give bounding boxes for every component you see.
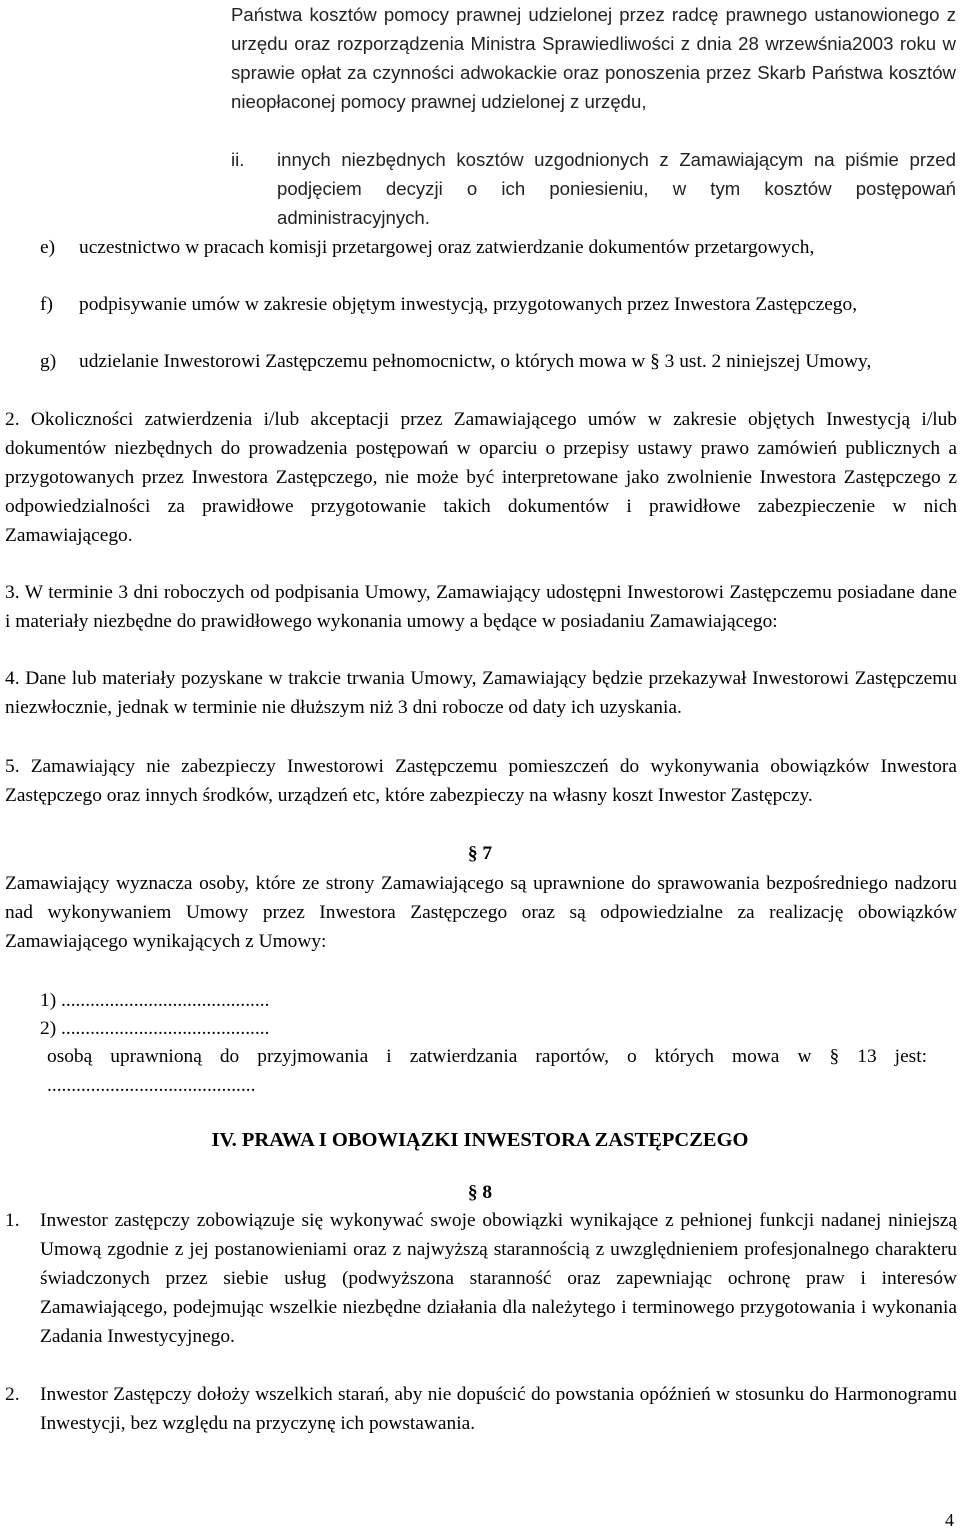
paragraph-4: 4. Dane lub materiały pozyskane w trakcie trwania Umowy, Zamawiający będzie przekazywał Inwestorowi Zastępczemu niezwłocznie, jednak w terminie nie dłuższym niż 3 dni robocze od daty ich uzyskania. xyxy=(5,668,957,718)
list-label: g) xyxy=(40,351,57,372)
list-label: e) xyxy=(40,237,56,258)
list-item-e xyxy=(40,233,957,262)
list-text: Inwestor zastępczy zobowiązuje się wykonywać swoje obowiązki wynikające z pełnionej funkcji nadanej niniejszą Umową zgodnie z jej postanowieniami oraz z najwyższą starannością z uwzględnieniem profesjonalnego charakteru świadczonych przez siebie usług (podwyższona staranność oraz zapewniając ochronę praw i interesów Zamawiającego, podejmując wszelkie niezbędne działania dla należytego i terminowego przygotowania i wykonania Zadania Inwestycyjnego. xyxy=(40,1210,957,1347)
section-8-item-1 xyxy=(5,1206,957,1351)
list-label: 1. xyxy=(5,1210,20,1231)
page-number: 4 xyxy=(945,1510,954,1530)
list-item-ii xyxy=(231,145,956,232)
list-text: podpisywanie umów w zakresie objętym inwestycją, przygotowanych przez Inwestora Zastępczego, xyxy=(79,294,858,315)
list-text-content: innych niezbędnych kosztów uzgodnionych z Zamawiającym na piśmie przed podjęciem decyzji o ich poniesieniu, w tym kosztów postępowań administracyjnych. xyxy=(277,149,956,228)
section-7-list-item-1: 1) ........................................... xyxy=(40,990,270,1011)
section-7-heading: § 7 xyxy=(467,843,493,864)
chapter-heading: IV. PRAWA I OBOWIĄZKI INWESTORA ZASTĘPCZEGO xyxy=(211,1129,749,1151)
paragraph-5: 5. Zamawiający nie zabezpieczy Inwestorowi Zastępczemu pomieszczeń do wykonywania obowiązków Inwestora Zastępczego oraz innych środków, urządzeń etc, które zabezpieczy na własny koszt Inwestor Zastępczy. xyxy=(5,756,957,806)
list-text: Inwestor Zastępczy dołoży wszelkich starań, aby nie dopuścić do powstania opóźnień w stosunku do Harmonogramu Inwestycji, bez względu na przyczynę ich powstawania. xyxy=(40,1384,957,1434)
list-item-g xyxy=(40,347,957,376)
paragraph-3: 3. W terminie 3 dni roboczych od podpisania Umowy, Zamawiający udostępni Inwestorowi Zastępczemu posiadane dane i materiały niezbędne do prawidłowego wykonania umowy a będące w posiadaniu Zamawiającego: xyxy=(5,582,957,632)
list-text: udzielanie Inwestorowi Zastępczemu pełnomocnictw, o których mowa w § 3 ust. 2 niniejszej Umowy, xyxy=(79,351,872,372)
section-7-authorized-person: osobą uprawnioną do przyjmowania i zatwierdzania raportów, o których mowa w § 13 jest: ........................................... xyxy=(47,1046,927,1096)
list-item-f xyxy=(40,290,957,319)
list-text: uczestnictwo w pracach komisji przetargowej oraz zatwierdzanie dokumentów przetargowych, xyxy=(79,237,815,258)
paragraph-2: 2. Okoliczności zatwierdzenia i/lub akceptacji przez Zamawiającego umów w zakresie objętych Inwestycją i/lub dokumentów niezbędnych do prowadzenia postępowań w oparciu o przepisy ustawy prawo zamówień publicznych a przygotowanych przez Inwestora Zastępczego, nie może być interpretowane jako zwolnienie Inwestora Zastępczego z odpowiedzialności za prawidłowe przygotowanie takich dokumentów i prawidłowe zabezpieczenie w nich Zamawiającego. xyxy=(5,409,957,546)
section-7-intro: Zamawiający wyznacza osoby, które ze strony Zamawiającego są uprawnione do sprawowania bezpośredniego nadzoru nad wykonywaniem Umowy przez Inwestora Zastępczego oraz są odpowiedzialne za realizację obowiązków Zamawiającego wynikających z Umowy: xyxy=(5,873,957,952)
section-7-list-item-2: 2) ........................................... xyxy=(40,1018,270,1039)
list-label: f) xyxy=(40,294,53,315)
continuation-paragraph: Państwa kosztów pomocy prawnej udzielonej przez radcę prawnego ustanowionego z urzędu oraz rozporządzenia Ministra Sprawiedliwości z dnia 28 wrzewśnia2003 roku w sprawie opłat za czynności adwokackie oraz ponoszenia przez Skarb Państwa kosztów nieopłaconej pomocy prawnej udzielonej z urzędu, xyxy=(231,4,956,112)
list-text xyxy=(277,145,956,232)
list-label: ii. xyxy=(231,149,245,170)
section-8-item-2 xyxy=(5,1380,957,1438)
section-8-heading: § 8 xyxy=(467,1182,493,1203)
list-label: 2. xyxy=(5,1384,20,1405)
